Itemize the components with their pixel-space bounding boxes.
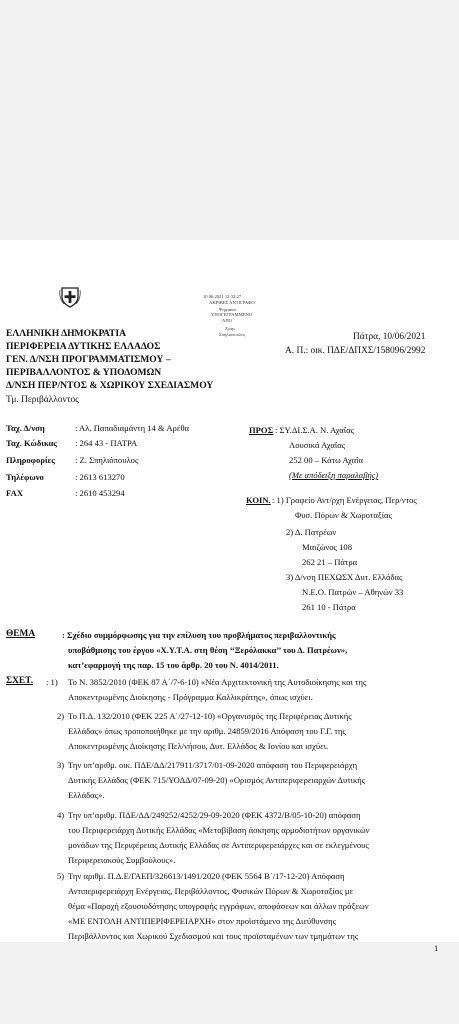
ref-2-line-3: Αποκεντρωμένης Διοίκησης Πελ/νήσου, Δυτ. Ελλάδος & Ιονίου και ισχύει. [68, 741, 329, 751]
ref-5-number: 5) [57, 871, 65, 881]
contact-value-info: : Ζ. Σπηλιόπουλος [75, 455, 139, 465]
greek-coat-of-arms-icon [58, 285, 82, 309]
subject-label: ΘΕΜΑ [6, 629, 36, 639]
stamp-copy-title: ΑΚΡΙΒΕΣ ΑΝΤΙΓΡΑΦΟ [209, 300, 255, 305]
top-gray-area [0, 0, 459, 240]
ref-4-number: 4) [57, 810, 65, 820]
cc-item3c: 261 10 - Πάτρα [302, 602, 356, 612]
ref-5-line-1: Την αριθμ. Π.Δ.Ε/ΓΑΕΠ/326613/1491/2020 (ΦΕΚ 5564 Β΄/17-12-20) Απόφαση [68, 871, 345, 881]
contact-value-fax: : 2610 453294 [75, 488, 125, 498]
bottom-gray-area [0, 942, 459, 1024]
cc-item3: 3) Δ/νση ΠΕΧΩΣΧ Δυτ. Ελλάδας [286, 572, 403, 582]
date-line: Πάτρα, 10/06/2021 [353, 332, 426, 342]
ref-5-line-3: θέμα «Παροχή εξουσιοδότησης υπογραφής εγγράφων, αποφάσεων και άλλων πράξεων [68, 901, 369, 911]
ref-5-line-4: «ΜΕ ΕΝΤΟΛΗ ΑΝΤΙΠΕΡΙΦΕΡΕΙΑΡΧΗ» στον προϊστάμενο της Διεύθυνσης [68, 916, 336, 926]
cc-item1: : 1) Γραφείο Αντ/ρχη Ενέργειας, Περ/ντος [272, 495, 417, 505]
ref-3-number: 3) [57, 760, 65, 770]
subject-line-2: υποβάθμισης του έργου «Χ.Υ.Τ.Α. στη θέση ‘‘Ξερόλακκα’’ του Δ. Πατρέων», [68, 645, 348, 655]
contact-value-address: : Αλ. Παπαδιαμάντη 14 & Αρέθα [75, 423, 190, 433]
ref-2-line-2: Ελλάδας» όπως τροποποιήθηκε με την αριθμ. 24859/2016 Απόφαση του Γ.Γ. της [68, 726, 346, 736]
subject-line-3: κατ’εφαρμογή της παρ. 15 του άρθρ. 20 του Ν. 4014/2011. [68, 660, 279, 670]
contact-label-address: Ταχ. Δ/νση [6, 423, 45, 433]
header-line-3: ΓΕΝ. Δ/ΝΣΗ ΠΡΟΓΡΑΜΜΑΤΙΣΜΟΥ – [6, 354, 171, 365]
header-line-2: ΠΕΡΙΦΕΡΕΙΑ ΔΥΤΙΚΗΣ ΕΛΛΑΔΟΣ [6, 341, 161, 352]
refs-label: ΣΧΕΤ. [6, 676, 34, 686]
department: Τμ. Περιβάλλοντος [6, 395, 79, 405]
ref-2-number: 2) [57, 711, 65, 721]
header-line-5: Δ/ΝΣΗ ΠΕΡ/ΝΤΟΣ & ΧΩΡΙΚΟΥ ΣΧΕΔΙΑΣΜΟΥ [6, 380, 214, 391]
header-line-1: ΕΛΛΗΝΙΚΗ ΔΗΜΟΚΡΑΤΙΑ [6, 328, 127, 339]
cc-label: ΚΟΙΝ. [246, 495, 271, 505]
stamp-name1: Ζώης [225, 326, 236, 331]
cc-item3b: Ν.Ε.Ο. Πατρών – Αθηνών 33 [302, 587, 404, 597]
recipient-line-1: : ΣΥ.ΔΙ.Σ.Α. Ν. Αχαΐας [275, 425, 355, 435]
ref-1-line-1: Το Ν. 3852/2010 (ΦΕΚ 87 Α΄/7-6-10) «Νέα Αρχιτεκτονική της Αυτοδιοίκησης και της [68, 677, 367, 687]
ref-4-line-1: Την υπ’αριθμ. ΠΔΕ/ΔΔ/249252/4252/29-09-2020 (ΦΕΚ 4372/Β/05-10-20) απόφαση [68, 810, 361, 820]
ref-3-line-3: Ελλάδας». [68, 790, 105, 800]
protocol-line: Α. Π.: οικ. ΠΔΕ/ΔΠΧΣ/158096/2992 [285, 346, 426, 356]
ref-1-line-2: Αποκεντρωμένης Διοίκησης - Πρόγραμμα Καλλικράτης», όπως ισχύει. [68, 692, 313, 702]
contact-value-postcode: : 264 43 - ΠΑΤΡΑ [75, 438, 138, 448]
page-number: 1 [434, 943, 439, 953]
stamp-name2: Σπηλιόπουλος [219, 332, 246, 337]
recipient-label: ΠΡΟΣ [249, 425, 274, 435]
ref-1-number: : 1) [46, 677, 58, 687]
cc-item2c: 262 21 – Πάτρα [302, 557, 358, 567]
header-line-4: ΠΕΡΙΒΑΛΛΟΝΤΟΣ & ΥΠΟΔΟΜΩΝ [6, 367, 162, 378]
cc-item1b: Φυσ. Πόρων & Χωροταξίας [295, 510, 392, 520]
contact-label-phone: Τηλέφωνο [6, 472, 44, 482]
ref-4-line-2: του Περιφερειάρχη Δυτικής Ελλάδας «Μεταβίβαση άσκησης αρμοδιοτήτων οργανικών [68, 825, 370, 835]
cc-item2: 2) Δ. Πατρέων [286, 527, 337, 537]
contact-value-phone: : 2613 613270 [75, 472, 125, 482]
stamp-signed-label: Ψηφιακά [219, 307, 236, 312]
recipient-line-4: (Με απόδειξη παραλαβής) [289, 470, 379, 480]
ref-4-line-3: μονάδων της Περιφέρειας Δυτικής Ελλάδας σε Αντιπεριφερειάρχες και σε εκλεγμένους [68, 840, 369, 850]
contact-label-fax: FAX [6, 488, 24, 498]
recipient-line-2: Λουσικά Αχαΐας [289, 440, 346, 450]
ref-3-line-2: Δυτικής Ελλάδας (ΦΕΚ 715/ΥΟΔΔ/07-09-20) «Ορισμός Αντιπεριφερειαρχών Δυτικής [68, 775, 366, 785]
ref-3-line-1: Την υπ’αριθμ. οικ. ΠΔΕ/ΔΔ/217911/3717/01-09-2020 απόφαση του Περιφερειάρχη [68, 760, 358, 770]
contact-label-info: Πληροφορίες [6, 455, 55, 465]
ref-4-line-4: Περιφερειακούς Συμβούλους». [68, 855, 176, 865]
stamp-timestamp: 10.06.2021 12:32:27 [203, 294, 242, 299]
ref-5-line-5: Περιβάλλοντος και Χωρικού Σχεδιασμού και τους προϊσταμένων των τμημάτων της [68, 931, 359, 941]
ref-5-line-2: Αντιπεριφερειάρχη Ενέργειας, Περιβάλλοντος, Φυσικών Πόρων & Χωροταξίας με [68, 886, 354, 896]
stamp-signed-label2: ΥΠΟΓΕΓΡΑΜΜΕΝΟ [211, 312, 253, 317]
cc-item2b: Μαιζώνος 108 [302, 542, 352, 552]
recipient-line-3: 252 00 – Κάτω Αχαΐα [289, 455, 363, 465]
ref-2-line-1: Το Π.Δ. 132/2010 (ΦΕΚ 225 Α΄/27-12-10) «Οργανισμός της Περιφέρειας Δυτικής [68, 711, 352, 721]
stamp-signed-by: ΑΠΟ [222, 318, 232, 323]
contact-label-postcode: Ταχ. Κώδικας [6, 438, 57, 448]
subject-line-1: : Σχέδιο συμμόρφωσης για την επίλυση του προβλήματος περιβαλλοντικής [62, 630, 336, 640]
